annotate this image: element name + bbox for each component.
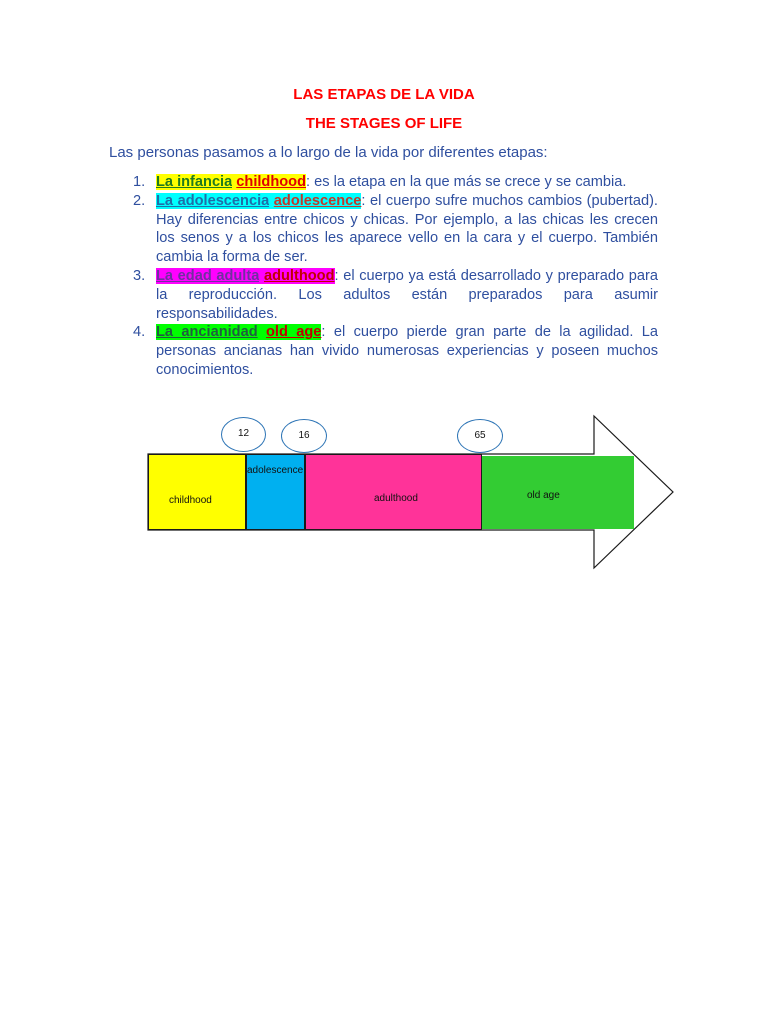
list-number: 1. <box>133 174 146 190</box>
list-number: 2. <box>133 192 146 209</box>
term-english: adolescence <box>273 192 362 209</box>
list-number: 4. <box>133 324 146 341</box>
term-spanish: La edad adulta <box>156 267 260 284</box>
page-title-spanish: LAS ETAPAS DE LA VIDA <box>293 86 475 103</box>
term-spanish: La infancia <box>156 174 233 190</box>
age-marker-65: 65 <box>457 419 503 453</box>
segment-label: adolescence <box>247 465 304 476</box>
page-title-english: THE STAGES OF LIFE <box>305 115 463 132</box>
segment-label: old age <box>527 490 560 501</box>
term-english: childhood <box>236 174 307 190</box>
segment-childhood <box>148 454 246 530</box>
term-english: old age <box>266 324 322 341</box>
term-spanish: La ancianidad <box>156 324 258 341</box>
segment-label: childhood <box>169 495 212 506</box>
segment-old-age <box>482 456 634 529</box>
list-number: 3. <box>133 267 146 284</box>
segment-adolescence <box>246 454 305 530</box>
term-english: adulthood <box>263 267 335 284</box>
term-spanish: La adolescencia <box>156 192 270 209</box>
age-marker-12: 12 <box>221 417 266 452</box>
stage-description: : el cuerpo ya está desarrollado y preparado para la reproducción. Los adultos están preparados para asumir responsabilidades. <box>156 267 658 322</box>
segment-label: adulthood <box>374 493 418 504</box>
stage-description: : el cuerpo sufre muchos cambios (pubertad). Hay diferencias entre chicos y chicas. Por ejemplo, a las chicas les crecen los senos y a los chicos les aparece vello en la cara y el cuerpo. También cambia la forma de ser. <box>156 192 658 266</box>
stage-description: : es la etapa en la que más se crece y se cambia. <box>306 174 627 190</box>
segment-adulthood <box>305 454 482 530</box>
intro-paragraph: Las personas pasamos a lo largo de la vida por diferentes etapas: <box>109 144 548 161</box>
age-marker-16: 16 <box>281 419 327 453</box>
stage-description: : el cuerpo pierde gran parte de la agilidad. La personas ancianas han vivido numerosas experiencias y poseen muchos conocimientos. <box>156 324 658 378</box>
